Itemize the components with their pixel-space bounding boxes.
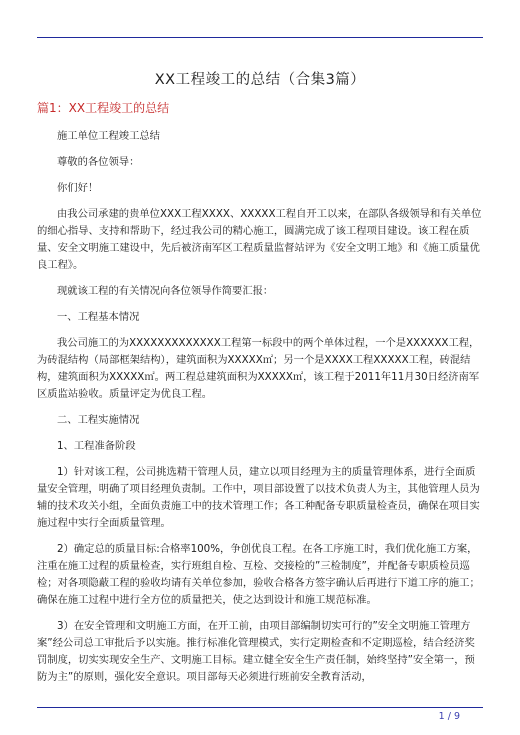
footer-rule [37, 707, 483, 708]
paragraph: 我公司施工的为XXXXXXXXXXXXX工程第一标段中的两个单体过程，一个是XXXXXX工程，为砖混结构（局部框架结构），建筑面积为XXXXX㎡；另一个是XXXX工程XXXXX工程，砖混结构，建筑面积为XXXXX㎡。两工程总建筑面积为XXXXX㎡，该工程于2011年11月30日经济南军区质监站验收。质量评定为优良工程。 [37, 337, 480, 400]
paragraph: 3）在安全管理和文明施工方面，在开工前，由项目部编制切实可行的”安全文明施工管理方案”经公司总工审批后予以实施。推行标准化管理模式，实行定期检查和不定期巡检，结合经济奖罚制度，切实实现安全生产、文明施工目标。建立健全安全生产责任制，始终坚持”安全第一，预防为主”的原则，强化安全意识。项目部每天必须进行班前安全教育活动， [37, 620, 475, 683]
paragraph: 1、工程准备阶段 [57, 440, 136, 452]
document-body [37, 128, 483, 695]
paragraph: 二、工程实施情况 [57, 414, 140, 426]
document-title: XX工程竣工的总结（合集3篇） [154, 72, 366, 88]
paragraph: 2）确定总的质量目标:合格率100%，争创优良工程。在各工序施工时，我们优化施工方案，注重在施工过程的质量检查，实行班组自检、互检、交接检的”三检制度”，并配备专职质检员巡检；对各项隐蔽工程的验收均请有关单位参加，验收合格各方签字确认后再进行下道工序的施工；确保在施工过程中进行全方位的质量把关，使之达到设计和施工规范标准。 [37, 543, 480, 606]
paragraph: 现就该工程的有关情况向各位领导作简要汇报： [57, 285, 274, 297]
paragraph: 一、工程基本情况 [57, 311, 140, 323]
paragraph: 由我公司承建的贵单位XXX工程XXXX、XXXXX工程自开工以来，在部队各级领导和有关单位的细心指导、支持和帮助下，经过我公司的精心施工，圆满完成了该工程项目建设。该工程在质量、安全文明施工建设中，先后被济南军区工程质量监督站评为《安全文明工地》和《施工质量优良工程》。 [37, 208, 482, 271]
paragraph: 尊敬的各位领导： [57, 156, 140, 168]
section-title: 篇1：XX工程竣工的总结 [37, 101, 170, 115]
page-number: 1 / 9 [438, 711, 460, 722]
paragraph: 你们好！ [57, 182, 99, 194]
paragraph: 1）针对该工程，公司挑选精干管理人员，建立以项目经理为主的质量管理体系，进行全面质量安全管理，明确了项目经理负责制。工作中，项目部设置了以技术负责人为主，其他管理人员为辅的技术攻关小组，全面负责施工中的技术管理工作；各工种配备专职质量检查员，确保在项目实施过程中实行全面质量管理。 [37, 466, 480, 529]
header-rule [37, 37, 483, 38]
paragraph: 施工单位工程竣工总结 [57, 130, 160, 142]
